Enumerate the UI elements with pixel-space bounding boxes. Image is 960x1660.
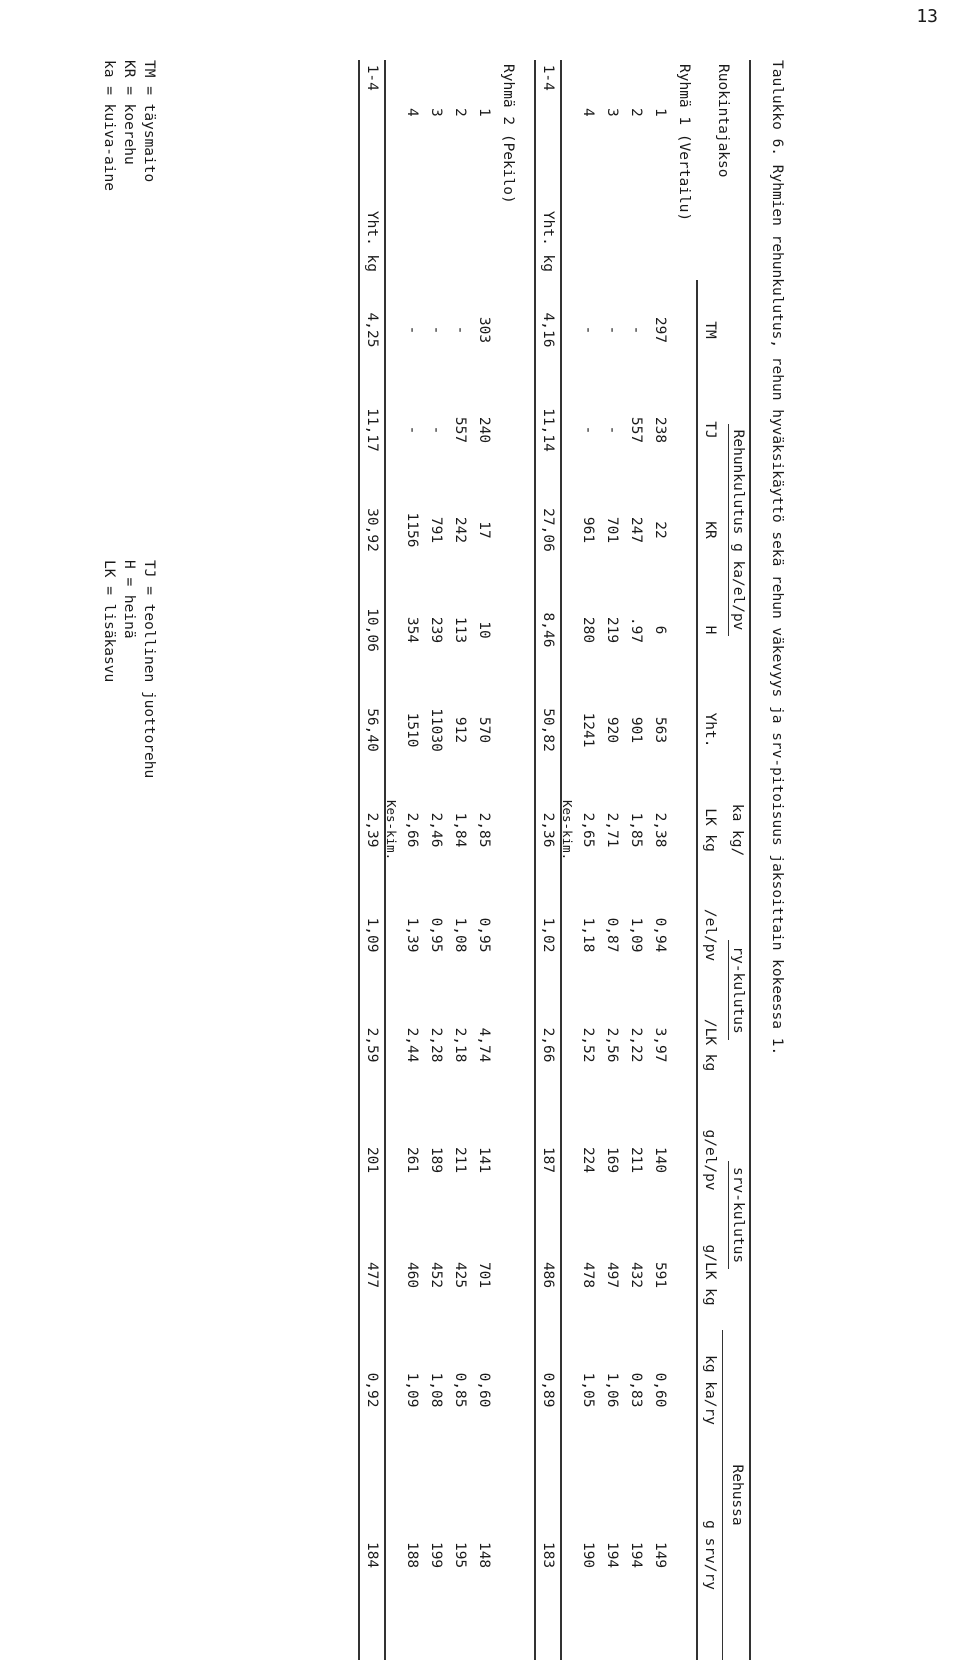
value-cell: 11,17: [359, 380, 385, 480]
table-spacer: [520, 60, 535, 1660]
value-cell: 8,46: [535, 580, 561, 680]
value-cell: 477: [359, 1220, 385, 1330]
table-row: [400, 60, 424, 1660]
total-unit: Yht. kg: [364, 210, 380, 272]
value-cell: 242: [452, 516, 468, 544]
value-cell: 0,95: [476, 917, 492, 953]
value-cell: 27,06: [535, 480, 561, 580]
mean-cell: [535, 780, 575, 880]
value-cell: 452: [428, 1261, 444, 1289]
value-cell: 2,56: [604, 1027, 620, 1063]
value-cell: 303: [476, 316, 492, 344]
kes-note: Kes-kim.: [384, 799, 399, 861]
legend-entry: LK = lisäkasvu: [101, 560, 117, 683]
value-cell: 247: [628, 516, 644, 544]
table-row: [648, 60, 672, 1660]
value-cell: 148: [476, 1541, 492, 1569]
column-header: TM: [697, 280, 723, 380]
value-cell: 1,18: [580, 917, 596, 953]
value-cell: -: [580, 425, 596, 435]
value-cell: 497: [604, 1261, 620, 1289]
value-cell: 189: [428, 1146, 444, 1174]
value-cell: 1,02: [535, 880, 561, 990]
total-period: 1-4: [364, 64, 380, 91]
value-cell: 4,74: [476, 1027, 492, 1063]
value-cell: 261: [404, 1146, 420, 1174]
value-cell: .97: [628, 616, 644, 644]
value-cell: 701: [604, 516, 620, 544]
period-cell: 3: [428, 108, 444, 117]
value-cell: 0,92: [359, 1330, 385, 1450]
value-cell: 354: [404, 616, 420, 644]
value-cell: -: [604, 325, 620, 335]
legend-row: [117, 60, 137, 1060]
value-cell: 2,66: [535, 990, 561, 1100]
group-label-row: [496, 60, 520, 1660]
value-cell: 0,85: [452, 1372, 468, 1408]
value-cell: 1,09: [404, 1372, 420, 1408]
value-cell: 1,09: [628, 917, 644, 953]
value-cell: 140: [652, 1146, 668, 1174]
value-cell: 2,18: [452, 1027, 468, 1063]
abbreviation-legend: [97, 60, 157, 1060]
column-header: kg ka/ry: [697, 1330, 723, 1450]
header-group-ka: ka kg/: [723, 780, 751, 880]
value-cell: 224: [580, 1146, 596, 1174]
value-cell: -: [628, 325, 644, 335]
value-cell: 113: [452, 616, 468, 644]
period-cell: 1: [476, 108, 492, 117]
value-cell: 201: [359, 1100, 385, 1220]
column-header: Yht.: [697, 680, 723, 780]
header-period: Ruokintajakso: [697, 60, 750, 280]
legend-entry: KR = koerehu: [121, 60, 137, 165]
value-cell: 188: [404, 1541, 420, 1569]
value-cell: 0,94: [652, 917, 668, 953]
value-cell: 1241: [580, 712, 596, 748]
rotated-table-sheet: [0, 60, 785, 1660]
value-cell: -: [604, 425, 620, 435]
value-cell: 50,82: [535, 680, 561, 780]
column-header: /LK kg: [697, 990, 723, 1100]
value-cell: 460: [404, 1261, 420, 1289]
value-cell: 11,14: [535, 380, 561, 480]
column-header: g/LK kg: [697, 1220, 723, 1330]
table-row: [624, 60, 648, 1660]
value-cell: 10,06: [359, 580, 385, 680]
page-number: 13: [916, 6, 938, 27]
value-cell: 1,05: [580, 1372, 596, 1408]
table-caption: Taulukko 6. Ryhmien rehunkulutus, rehun hyväksikäyttö sekä rehun väkevyys ja srv-pitoisuus jaksoittain kokeessa 1.: [769, 60, 785, 1056]
group-label: Ryhmä 2 (Pekilo): [500, 64, 516, 204]
value-cell: 194: [628, 1541, 644, 1569]
value-cell: 425: [452, 1261, 468, 1289]
value-cell: 187: [535, 1100, 561, 1220]
value-cell: 2,44: [404, 1027, 420, 1063]
value-cell: 56,40: [359, 680, 385, 780]
value-cell: 920: [604, 716, 620, 744]
value-cell: -: [428, 425, 444, 435]
value-cell: 2,28: [428, 1027, 444, 1063]
column-header: g srv/ry: [697, 1450, 723, 1660]
period-cell: 1: [652, 108, 668, 117]
value-cell: 432: [628, 1261, 644, 1289]
value-cell: 2,65: [580, 812, 596, 848]
header-group-ry: ry-kulutus: [723, 880, 751, 1100]
header-group-srv: srv-kulutus: [723, 1100, 751, 1330]
value-cell: 297: [652, 316, 668, 344]
value-cell: -: [452, 325, 468, 335]
column-header: LK kg: [697, 780, 723, 880]
value-cell: 2,71: [604, 812, 620, 848]
column-header: H: [697, 580, 723, 680]
value-cell: 22: [652, 521, 668, 539]
value-cell: 557: [452, 416, 468, 444]
legend-entry: TJ = teollinen juottorehu: [141, 560, 157, 779]
value-cell: 190: [580, 1541, 596, 1569]
value-cell: -: [404, 325, 420, 335]
value-cell: 961: [580, 516, 596, 544]
column-header: TJ: [697, 380, 723, 480]
total-period: 1-4: [540, 64, 556, 91]
value-cell: 1,06: [604, 1372, 620, 1408]
table-row: [448, 60, 472, 1660]
value-cell: 211: [452, 1146, 468, 1174]
value-cell: 1,39: [404, 917, 420, 953]
value-cell: 2,66: [404, 812, 420, 848]
value-cell: 2,59: [359, 990, 385, 1100]
header-group-rehussa: Rehussa: [723, 1330, 751, 1660]
value-cell: -: [580, 325, 596, 335]
legend-row: [97, 60, 117, 1060]
value-cell: 17: [476, 521, 492, 539]
period-cell: 2: [452, 108, 468, 117]
value-cell: 2,52: [580, 1027, 596, 1063]
value-cell: 1156: [404, 512, 420, 548]
value-cell: 10: [476, 621, 492, 639]
value-cell: 280: [580, 616, 596, 644]
value-cell: 0,87: [604, 917, 620, 953]
table-row: [424, 60, 448, 1660]
value-cell: 199: [428, 1541, 444, 1569]
value-cell: 169: [604, 1146, 620, 1174]
value-cell: -: [404, 425, 420, 435]
value-cell: 1,08: [452, 917, 468, 953]
legend-entry: H = heinä: [121, 560, 137, 639]
value-cell: 239: [428, 616, 444, 644]
value-cell: 0,89: [535, 1330, 561, 1450]
value-cell: 184: [359, 1450, 385, 1660]
group-label: Ryhmä 1 (Vertailu): [676, 64, 692, 222]
value-cell: 0,60: [476, 1372, 492, 1408]
feed-consumption-table: [358, 60, 751, 1660]
value-cell: 791: [428, 516, 444, 544]
column-header: g/el/pv: [697, 1100, 723, 1220]
value-cell: 486: [535, 1220, 561, 1330]
table-row: [472, 60, 496, 1660]
value-cell: 2,46: [428, 812, 444, 848]
value-cell: 1,08: [428, 1372, 444, 1408]
period-cell: 4: [580, 108, 596, 117]
period-cell: 2: [628, 108, 644, 117]
value-cell: 240: [476, 416, 492, 444]
value-cell: 141: [476, 1146, 492, 1174]
group-label-row: [672, 60, 697, 1660]
mean-cell: [359, 780, 399, 880]
value-cell: 183: [535, 1450, 561, 1660]
header-row-columns: [697, 60, 723, 1660]
value-cell: 149: [652, 1541, 668, 1569]
legend-row: [137, 60, 157, 1060]
value-cell: 0,83: [628, 1372, 644, 1408]
total-row: [359, 60, 385, 1660]
value-cell: 4,16: [535, 280, 561, 380]
value-cell: 701: [476, 1261, 492, 1289]
mean-value: 2,39: [364, 812, 380, 848]
value-cell: 1510: [404, 712, 420, 748]
value-cell: 4,25: [359, 280, 385, 380]
value-cell: 563: [652, 716, 668, 744]
column-header: /el/pv: [697, 880, 723, 990]
total-label: [535, 60, 561, 280]
table-row: [600, 60, 624, 1660]
value-cell: 30,92: [359, 480, 385, 580]
table-row: [576, 60, 600, 1660]
value-cell: -: [428, 325, 444, 335]
value-cell: 912: [452, 716, 468, 744]
mean-value: 2,36: [540, 812, 556, 848]
value-cell: 195: [452, 1541, 468, 1569]
value-cell: 478: [580, 1261, 596, 1289]
value-cell: 557: [628, 416, 644, 444]
total-unit: Yht. kg: [540, 210, 556, 272]
value-cell: 2,22: [628, 1027, 644, 1063]
legend-entry: ka = kuiva-aine: [101, 60, 117, 191]
value-cell: 1,85: [628, 812, 644, 848]
value-cell: 1,09: [359, 880, 385, 990]
value-cell: 238: [652, 416, 668, 444]
column-header: KR: [697, 480, 723, 580]
value-cell: 0,60: [652, 1372, 668, 1408]
value-cell: 194: [604, 1541, 620, 1569]
total-label: [359, 60, 385, 280]
value-cell: 901: [628, 716, 644, 744]
value-cell: 11030: [428, 708, 444, 752]
value-cell: 2,85: [476, 812, 492, 848]
period-cell: 3: [604, 108, 620, 117]
period-cell: 4: [404, 108, 420, 117]
value-cell: 3,97: [652, 1027, 668, 1063]
header-group-feed: Rehunkulutus g ka/el/pv: [723, 280, 751, 780]
value-cell: 591: [652, 1261, 668, 1289]
header-row-groups: [723, 60, 751, 1660]
value-cell: 6: [652, 625, 668, 635]
total-row: [535, 60, 561, 1660]
value-cell: 1,84: [452, 812, 468, 848]
legend-entry: TM = täysmaito: [141, 60, 157, 183]
kes-note: Kes-kim.: [560, 799, 575, 861]
value-cell: 0,95: [428, 917, 444, 953]
value-cell: 2,38: [652, 812, 668, 848]
value-cell: 211: [628, 1146, 644, 1174]
value-cell: 570: [476, 716, 492, 744]
value-cell: 219: [604, 616, 620, 644]
